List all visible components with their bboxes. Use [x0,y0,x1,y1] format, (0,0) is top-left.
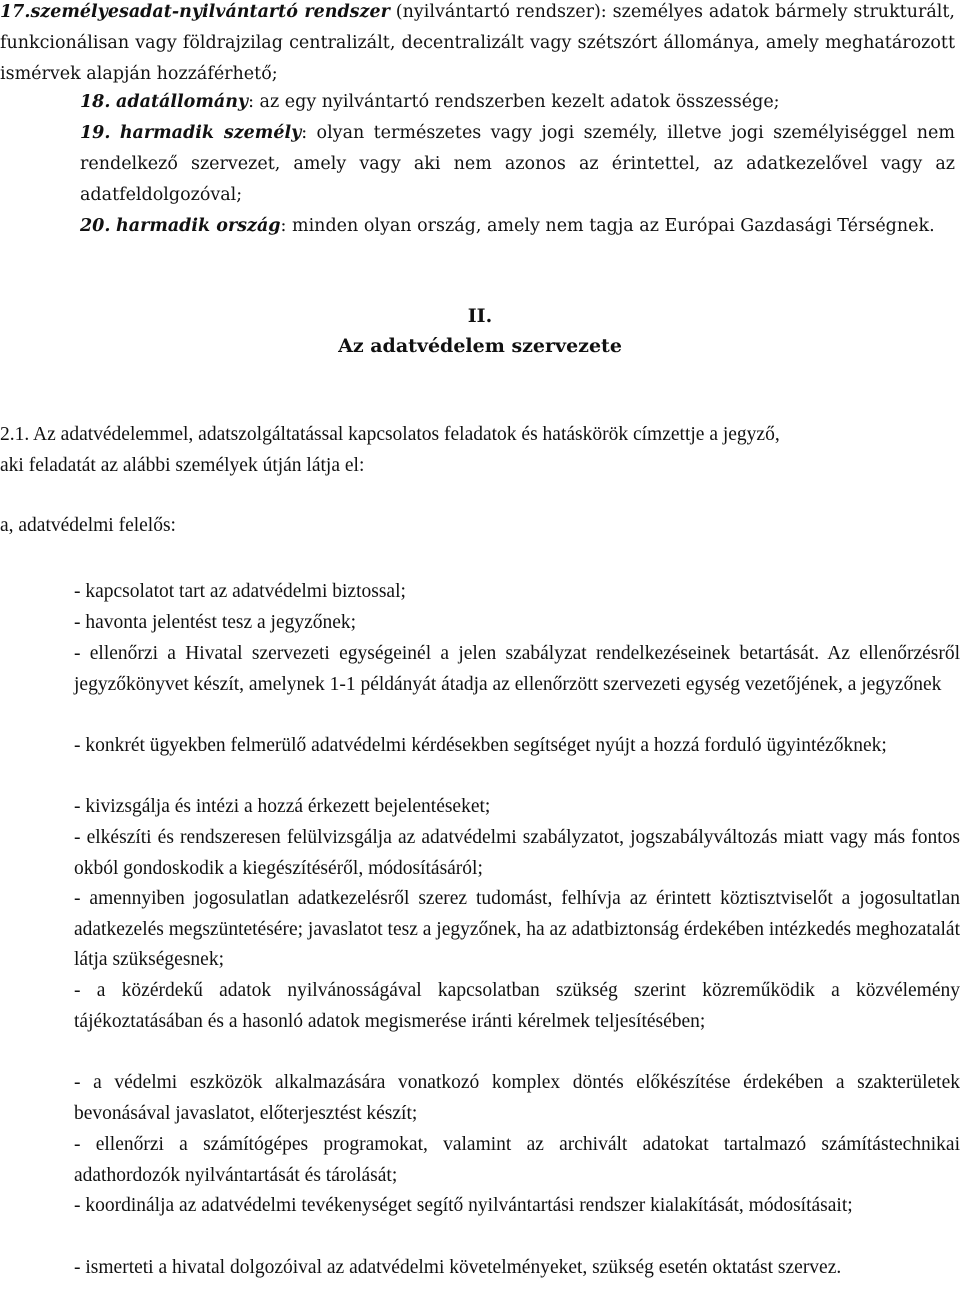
definition-number: 17. [0,2,31,22]
definition-17 [0,0,955,90]
definition-term: adatállomány [116,92,249,112]
list-item: - havonta jelentést tesz a jegyzőnek; [74,612,357,633]
list-item: - ellenőrzi a számítógépes programokat, valamint az archivált adatokat tartalmazó számítástechnikai adathordozók nyilvántartását és tárolását; [74,1134,960,1186]
definition-term: harmadik ország [116,216,281,236]
list-item: - koordinálja az adatvédelmi tevékenységet segítő nyilvántartási rendszer kialakítását, módosításait; [74,1195,853,1216]
section-number: II. [467,305,493,327]
definition-term: harmadik személy [119,123,302,143]
list-item: - elkészíti és rendszeresen felülvizsgálja az adatvédelmi szabályzatot, jogszabályváltozás miatt vagy más fontos okból gondoskodik a kiegészítéséről, módosításáról; [74,827,960,879]
definition-number: 19. [80,123,111,143]
subheading: a, adatvédelmi felelős: [0,515,176,536]
clause-line-2: aki feladatát az alábbi személyek útján látja el: [0,455,365,476]
definition-text: : olyan természetes vagy jogi személy, illetve jogi személyiséggel nem rendelkező szervezet, amely vagy aki nem azonos az érintettel, az adatkezelővel vagy az adatfeldolgozóval; [80,123,955,205]
definition-20 [80,211,955,242]
definition-text: : minden olyan ország, amely nem tagja az Európai Gazdasági Térségnek. [280,216,935,236]
list-item: - kapcsolatot tart az adatvédelmi biztossal; [74,581,406,602]
definition-text: (nyilvántartó rendszer): személyes adatok bármely strukturált, funkcionálisan vagy földrajzilag centralizált, decentralizált vagy szétszórt állománya, amely meghatározott ismérvek alapján hozzáférhető; [0,2,955,84]
definition-19 [80,118,955,211]
definition-term: személyesadat-nyilvántartó rendszer [30,2,390,22]
list-item: - amennyiben jogosulatlan adatkezelésről szerez tudomást, felhívja az érintett köztisztviselőt a jogosultatlan adatkezelés megszüntetésére; javaslatot tesz a jegyzőnek, ha az adatbiztonság érdekében intézkedés meghozatalát látja szükségesnek; [74,888,960,971]
clause-line-1: 2.1. Az adatvédelemmel, adatszolgáltatással kapcsolatos feladatok és hatáskörök címzettje a jegyző, [0,424,780,445]
section-title: Az adatvédelem szervezete [338,335,622,357]
list-item: - ismerteti a hivatal dolgozóival az adatvédelmi követelményeket, szükség esetén oktatást szervez. [74,1257,842,1278]
definition-number: 20. [80,216,111,236]
definition-text: : az egy nyilvántartó rendszerben kezelt adatok összessége; [248,92,780,112]
list-item: - a védelmi eszközök alkalmazására vonatkozó komplex döntés előkészítése érdekében a szakterületek bevonásával javaslatot, előterjesztést készít; [74,1072,960,1124]
definition-number: 18. [80,92,111,112]
list-item: - konkrét ügyekben felmerülő adatvédelmi kérdésekben segítséget nyújt a hozzá forduló ügyintézőknek; [74,735,887,756]
definition-18 [80,87,955,118]
list-item: - kivizsgálja és intézi a hozzá érkezett bejelentéseket; [74,796,491,817]
list-item: - a közérdekű adatok nyilvánosságával kapcsolatban szükség szerint közreműködik a közvélemény tájékoztatásában és a hasonló adatok megismerése iránti kérelmek teljesítésében; [74,980,960,1032]
list-item: - ellenőrzi a Hivatal szervezeti egységeinél a jelen szabályzat rendelkezéseinek betartását. Az ellenőrzésről jegyzőkönyvet készít, amelynek 1-1 példányát átadja az ellenőrzött szervezeti egység vezetőjének, a jegyzőnek [74,643,960,695]
